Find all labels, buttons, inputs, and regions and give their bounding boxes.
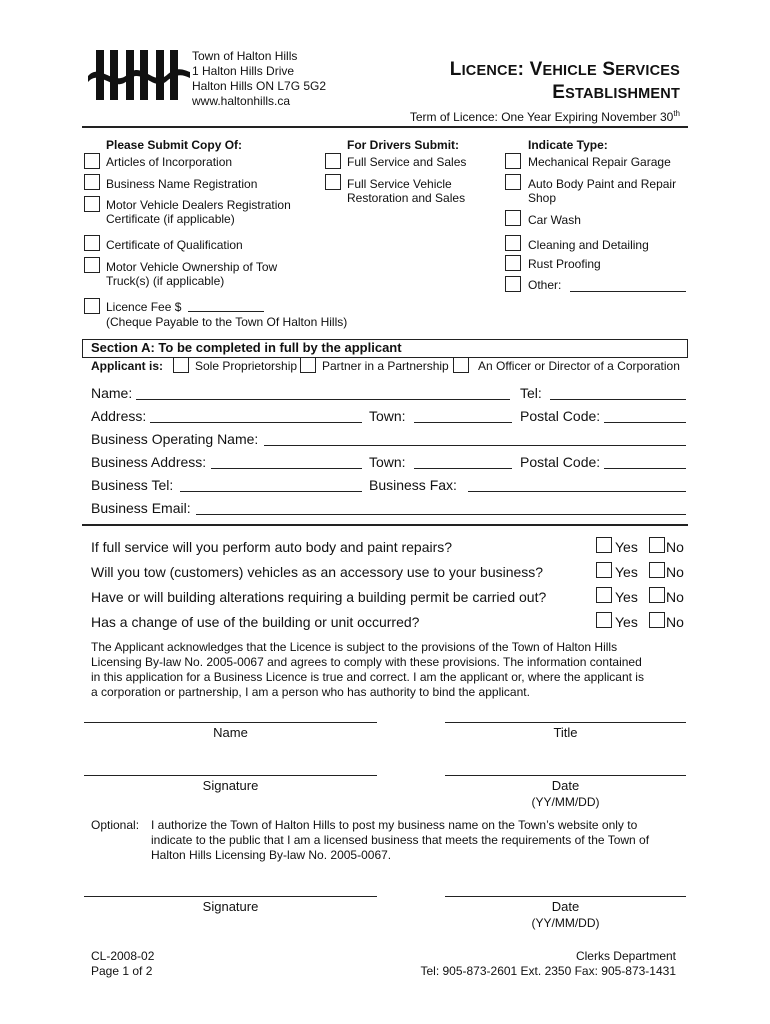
optional-date-caption: Date: [551, 899, 580, 914]
org-address-block: [192, 49, 326, 109]
checkbox-sole-proprietorship[interactable]: [173, 357, 189, 373]
business-email-label: Business Email:: [91, 500, 191, 516]
optional-label: Optional:: [91, 818, 140, 832]
label-mechanical-repair: Mechanical Repair Garage: [528, 155, 671, 169]
section-divider: [82, 524, 688, 526]
business-fax-field[interactable]: [468, 491, 686, 492]
tel-field[interactable]: [550, 399, 686, 400]
label-restoration-2: Restoration and Sales: [347, 191, 466, 205]
contact-info: Tel: 905-873-2601 Ext. 2350 Fax: 905-873-1431: [420, 964, 676, 978]
label-cheque-payable: (Cheque Payable to the Town Of Halton Hills): [106, 315, 348, 329]
label-car-wash: Car Wash: [528, 213, 581, 227]
checkbox-mechanical-repair[interactable]: [505, 153, 521, 169]
name-field[interactable]: [136, 399, 510, 400]
term-of-licence: Term of Licence: One Year Expiring November 30th: [409, 109, 680, 124]
label-dealers-registration: Motor Vehicle Dealers Registration: [106, 198, 291, 212]
applicant-title-caption: Title: [553, 725, 578, 740]
org-website: www.haltonhills.ca: [192, 94, 291, 108]
other-type-line[interactable]: [570, 291, 686, 292]
checkbox-other[interactable]: [505, 276, 521, 292]
label-qualification: Certificate of Qualification: [106, 238, 243, 252]
checkbox-dealers-registration[interactable]: [84, 196, 100, 212]
label-tow-truck: Motor Vehicle Ownership of Tow: [106, 260, 278, 274]
section-a-title: Section A: To be completed in full by the applicant: [91, 340, 402, 355]
town-logo: [88, 48, 190, 102]
q2-no-label: No: [666, 564, 684, 580]
q4-no-label: No: [666, 614, 684, 630]
checkbox-q4-yes[interactable]: [596, 612, 612, 628]
business-town-field[interactable]: [414, 468, 512, 469]
label-articles: Articles of Incorporation: [106, 155, 233, 169]
checkbox-tow-truck[interactable]: [84, 257, 100, 273]
label-sole-proprietorship: Sole Proprietorship: [195, 359, 298, 373]
checkbox-qualification[interactable]: [84, 235, 100, 251]
tel-label: Tel:: [520, 385, 542, 401]
q1-no-label: No: [666, 539, 684, 555]
business-address-label: Business Address:: [91, 454, 207, 470]
checkbox-car-wash[interactable]: [505, 210, 521, 226]
checkbox-auto-body[interactable]: [505, 174, 521, 190]
label-cleaning-detailing: Cleaning and Detailing: [528, 238, 649, 252]
label-business-name: Business Name Registration: [106, 177, 258, 191]
checkbox-partner[interactable]: [300, 357, 316, 373]
checkbox-articles[interactable]: [84, 153, 100, 169]
checkbox-business-name[interactable]: [84, 174, 100, 190]
label-corp-officer: An Officer or Director of a Corporation: [478, 359, 680, 373]
town-field[interactable]: [414, 422, 512, 423]
q2-yes-label: Yes: [615, 564, 638, 580]
question-alterations: Have or will building alterations requiring a building permit be carried out?: [91, 589, 547, 605]
org-city: Halton Hills ON L7G 5G2: [192, 79, 327, 93]
applicant-is-label: Applicant is:: [91, 359, 164, 373]
question-towing: Will you tow (customers) vehicles as an accessory use to your business?: [91, 564, 544, 580]
checkbox-q1-yes[interactable]: [596, 537, 612, 553]
business-postal-code-field[interactable]: [604, 468, 686, 469]
optional-signature-line[interactable]: [84, 896, 377, 897]
header-divider: [82, 126, 688, 128]
label-auto-body-2: Shop: [528, 191, 557, 205]
optional-text: I authorize the Town of Halton Hills to post my business name on the Town’s website only to indicate to the public that I am a licensed business that meets the requirements of the Town of Halton Hills Licensing By-law No. 2005-0067.: [151, 818, 650, 862]
postal-code-field[interactable]: [604, 422, 686, 423]
business-email-field[interactable]: [196, 514, 686, 515]
q3-no-label: No: [666, 589, 684, 605]
name-label: Name:: [91, 385, 133, 401]
business-operating-name-field[interactable]: [264, 445, 686, 446]
date-caption: Date: [551, 778, 580, 793]
optional-date-format: (YY/MM/DD): [531, 916, 600, 930]
checkbox-q3-yes[interactable]: [596, 587, 612, 603]
label-rust-proofing: Rust Proofing: [528, 257, 601, 271]
checkbox-full-service-sales[interactable]: [325, 153, 341, 169]
question-body-paint: If full service will you perform auto body and paint repairs?: [91, 539, 453, 555]
checkbox-q3-no[interactable]: [649, 587, 665, 603]
org-name: Town of Halton Hills: [192, 49, 298, 63]
label-restoration: Full Service Vehicle: [347, 177, 452, 191]
form-id: CL-2008-02: [91, 949, 155, 963]
address-label: Address:: [91, 408, 147, 424]
submit-heading: Please Submit Copy Of:: [106, 138, 243, 152]
label-tow-truck-2: Truck(s) (if applicable): [106, 274, 225, 288]
optional-signature-caption: Signature: [202, 899, 259, 914]
checkbox-restoration[interactable]: [325, 174, 341, 190]
q1-yes-label: Yes: [615, 539, 638, 555]
checkbox-corp-officer[interactable]: [453, 357, 469, 373]
business-tel-field[interactable]: [180, 491, 362, 492]
clerks-department: Clerks Department: [575, 949, 676, 963]
label-partner: Partner in a Partnership: [322, 359, 449, 373]
checkbox-q4-no[interactable]: [649, 612, 665, 628]
business-town-label: Town:: [369, 454, 406, 470]
label-other: Other:: [528, 278, 562, 292]
question-change-of-use: Has a change of use of the building or unit occurred?: [91, 614, 420, 630]
q3-yes-label: Yes: [615, 589, 638, 605]
applicant-title-line[interactable]: [445, 722, 686, 723]
postal-code-label: Postal Code:: [520, 408, 601, 424]
licence-fee-amount-line[interactable]: [188, 311, 264, 312]
signature-line[interactable]: [84, 775, 377, 776]
label-full-service-sales: Full Service and Sales: [347, 155, 467, 169]
business-tel-label: Business Tel:: [91, 477, 174, 493]
page-number: Page 1 of 2: [91, 964, 153, 978]
checkbox-q2-no[interactable]: [649, 562, 665, 578]
drivers-heading: For Drivers Submit:: [347, 138, 460, 152]
checkbox-rust-proofing[interactable]: [505, 255, 521, 271]
label-dealers-registration-2: Certificate (if applicable): [106, 212, 235, 226]
checkbox-q2-yes[interactable]: [596, 562, 612, 578]
checkbox-q1-no[interactable]: [649, 537, 665, 553]
form-title-line1: LICENCE: VEHICLE SERVICES: [449, 59, 680, 80]
signature-caption: Signature: [202, 778, 259, 793]
org-street: 1 Halton Hills Drive: [192, 64, 295, 78]
applicant-name-line[interactable]: [84, 722, 377, 723]
date-line[interactable]: [445, 775, 686, 776]
business-address-field[interactable]: [211, 468, 362, 469]
form-title-line2: ESTABLISHMENT: [552, 82, 680, 103]
business-operating-name-label: Business Operating Name:: [91, 431, 259, 447]
optional-date-line[interactable]: [445, 896, 686, 897]
label-auto-body: Auto Body Paint and Repair: [528, 177, 677, 191]
town-label: Town:: [369, 408, 406, 424]
business-postal-code-label: Postal Code:: [520, 454, 601, 470]
label-licence-fee: Licence Fee $: [106, 300, 182, 314]
checkbox-licence-fee[interactable]: [84, 298, 100, 314]
applicant-name-caption: Name: [213, 725, 248, 740]
q4-yes-label: Yes: [615, 614, 638, 630]
checkbox-cleaning-detailing[interactable]: [505, 235, 521, 251]
type-heading: Indicate Type:: [528, 138, 608, 152]
business-fax-label: Business Fax:: [369, 477, 457, 493]
address-field[interactable]: [150, 422, 362, 423]
date-format: (YY/MM/DD): [531, 795, 600, 809]
acknowledgement-text: The Applicant acknowledges that the Licence is subject to the provisions of the Town of Halton Hills Licensing By-law No. 2005-0067 and agrees to comply with these provisions. The information contained in this application for a Business Licence is true and correct. I am the applicant or, where the applicant is a corporation or partnership, I am a person who has authority to bind the applicant.: [91, 640, 644, 699]
